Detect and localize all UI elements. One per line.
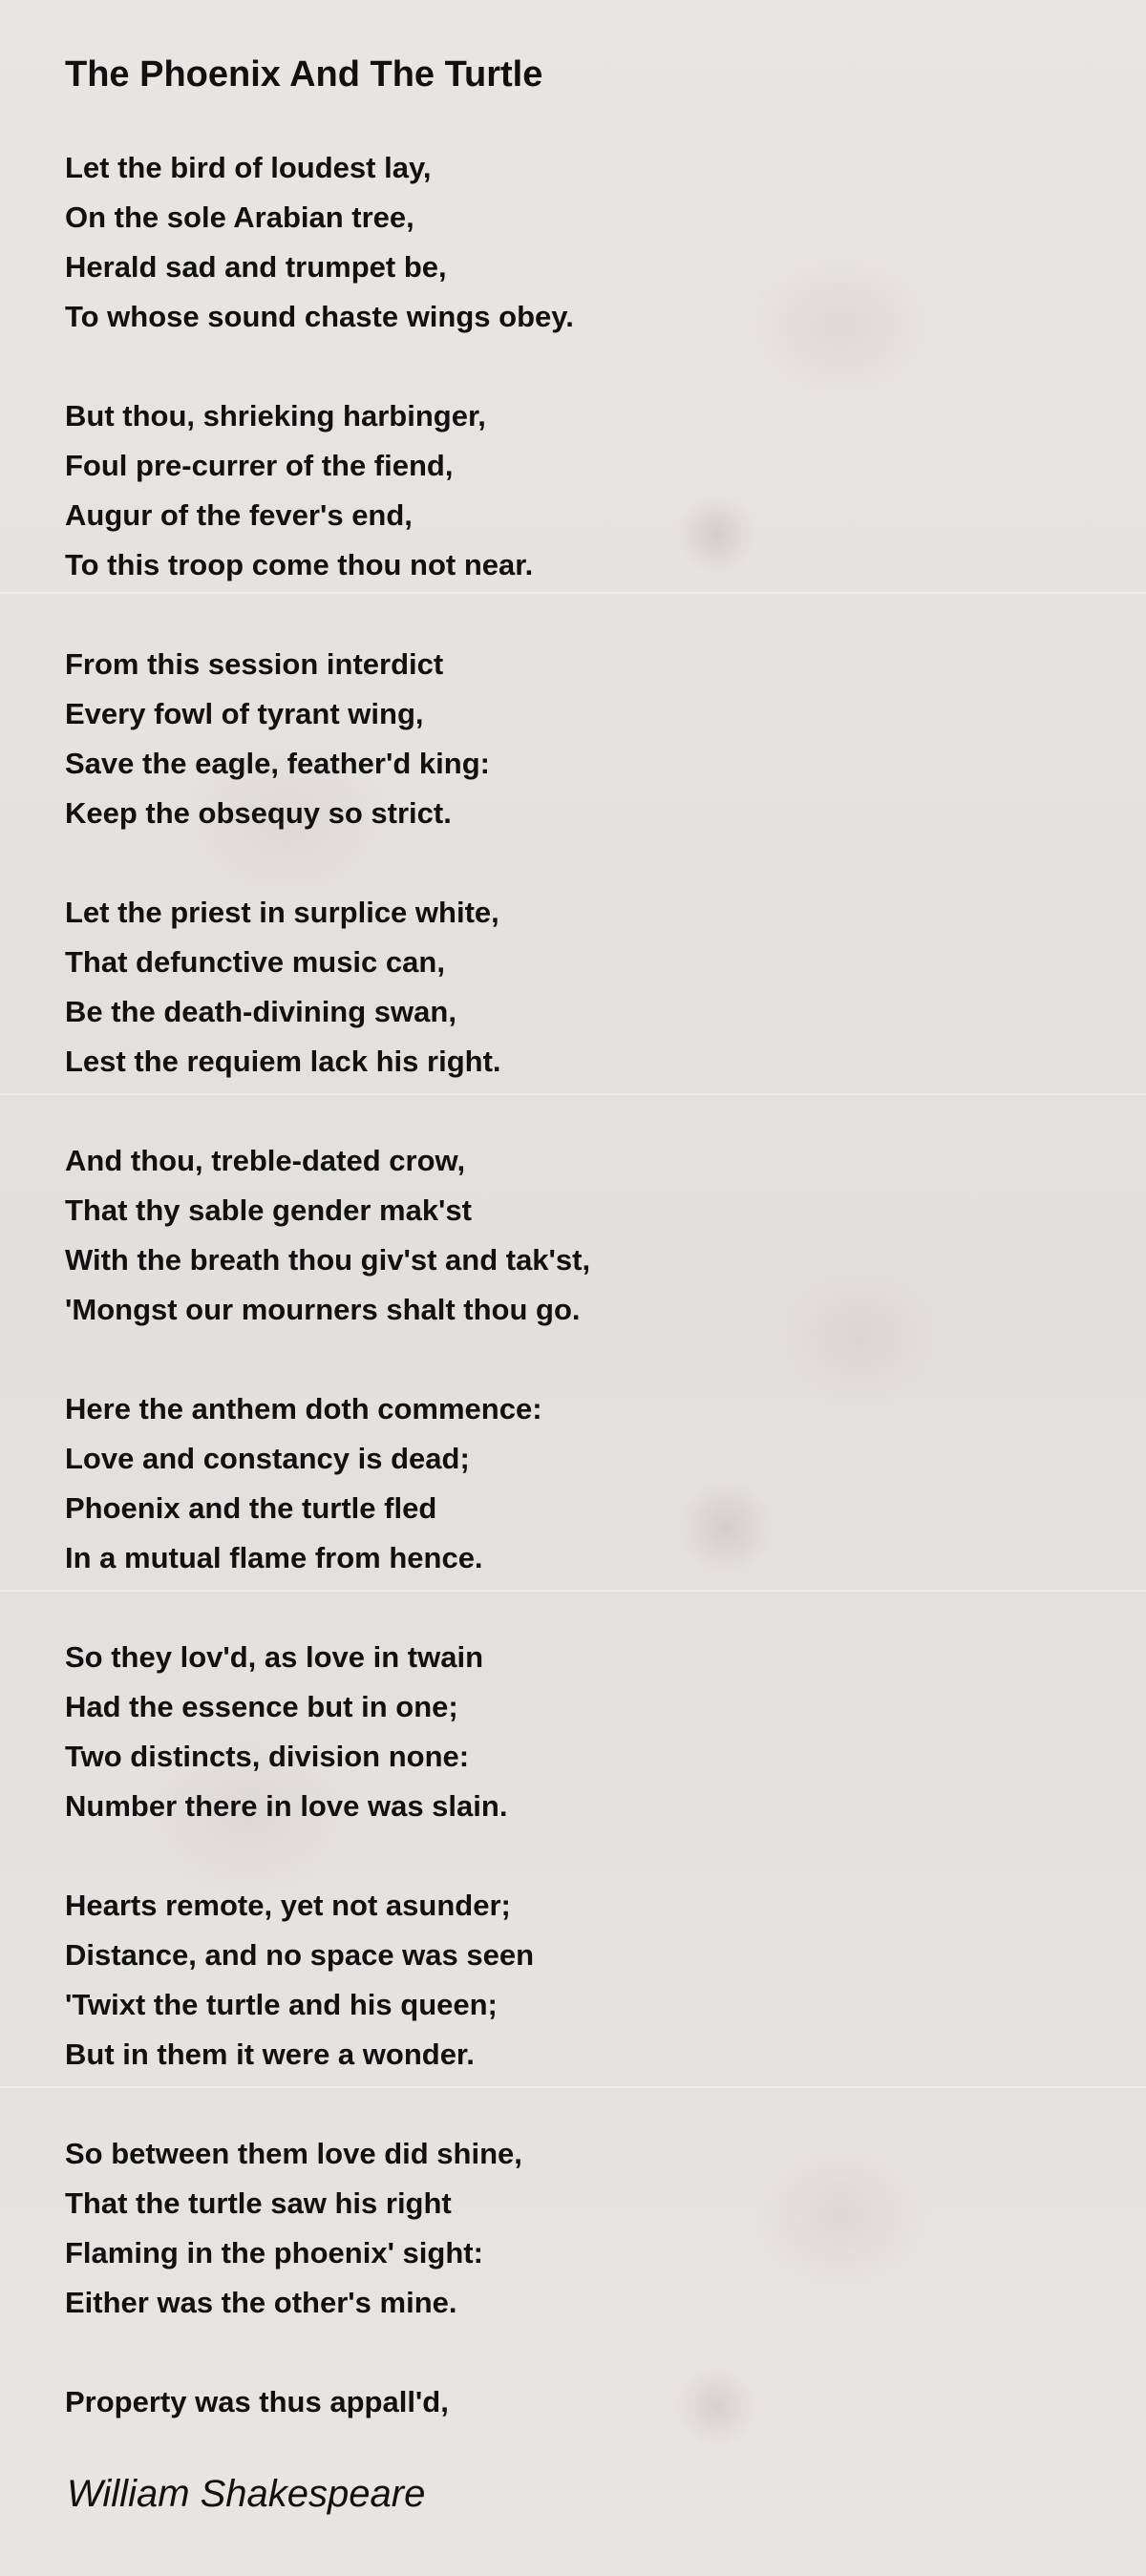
poem-line: Every fowl of tyrant wing,: [65, 697, 424, 730]
poem-author: William Shakespeare: [67, 2473, 426, 2515]
poem-line: But in them it were a wonder.: [65, 2038, 475, 2071]
poem-line: So they lov'd, as love in twain: [65, 1640, 484, 1674]
poem-line: 'Mongst our mourners shalt thou go.: [65, 1293, 581, 1326]
stanza: [65, 1136, 1096, 1335]
poem-line: Either was the other's mine.: [65, 2286, 457, 2319]
poem-page: [65, 46, 1096, 2477]
poem-line: Foul pre-currer of the fiend,: [65, 449, 454, 482]
poem-line: Two distincts, division none:: [65, 1740, 470, 1773]
poem-line: So between them love did shine,: [65, 2137, 522, 2170]
poem-line: Property was thus appall'd,: [65, 2385, 449, 2418]
poem-line: Save the eagle, feather'd king:: [65, 747, 490, 780]
poem-line: Phoenix and the turtle fled: [65, 1491, 437, 1525]
stanza: [65, 391, 1096, 590]
poem-line: That the turtle saw his right: [65, 2186, 452, 2220]
stanza: [65, 2129, 1096, 2328]
poem-line: Love and constancy is dead;: [65, 1442, 470, 1475]
poem-line: Had the essence but in one;: [65, 1690, 458, 1723]
poem-line: Keep the obsequy so strict.: [65, 796, 452, 830]
stanza: [65, 143, 1096, 342]
poem-line: And thou, treble-dated crow,: [65, 1144, 466, 1177]
poem-line: Herald sad and trumpet be,: [65, 250, 447, 284]
poem-line: On the sole Arabian tree,: [65, 201, 414, 234]
poem-line: In a mutual flame from hence.: [65, 1541, 483, 1574]
stanza: [65, 1384, 1096, 1583]
poem-line: But thou, shrieking harbinger,: [65, 399, 486, 433]
poem-line: With the breath thou giv'st and tak'st,: [65, 1243, 591, 1277]
stanza: [65, 640, 1096, 838]
poem-line: Be the death-divining swan,: [65, 995, 456, 1028]
poem-line: Let the priest in surplice white,: [65, 896, 499, 929]
stanza: [65, 1881, 1096, 2080]
poem-line: That defunctive music can,: [65, 945, 445, 979]
poem-line: Flaming in the phoenix' sight:: [65, 2236, 483, 2270]
poem-line: 'Twixt the turtle and his queen;: [65, 1988, 498, 2021]
poem-title: The Phoenix And The Turtle: [65, 54, 543, 95]
poem-line: Hearts remote, yet not asunder;: [65, 1889, 511, 1922]
poem-line: Here the anthem doth commence:: [65, 1392, 542, 1425]
poem-line: Number there in love was slain.: [65, 1789, 508, 1823]
poem-line: From this session interdict: [65, 647, 444, 681]
poem-line: Lest the requiem lack his right.: [65, 1045, 501, 1078]
poem-line: Let the bird of loudest lay,: [65, 151, 432, 184]
poem-line: Augur of the fever's end,: [65, 498, 413, 532]
poem-line: To this troop come thou not near.: [65, 548, 534, 581]
poem-line: Distance, and no space was seen: [65, 1938, 535, 1972]
poem-body: [65, 143, 1096, 2427]
stanza: [65, 1633, 1096, 1831]
poem-line: That thy sable gender mak'st: [65, 1193, 472, 1227]
stanza: [65, 2377, 1096, 2427]
poem-line: To whose sound chaste wings obey.: [65, 300, 574, 333]
stanza: [65, 888, 1096, 1087]
